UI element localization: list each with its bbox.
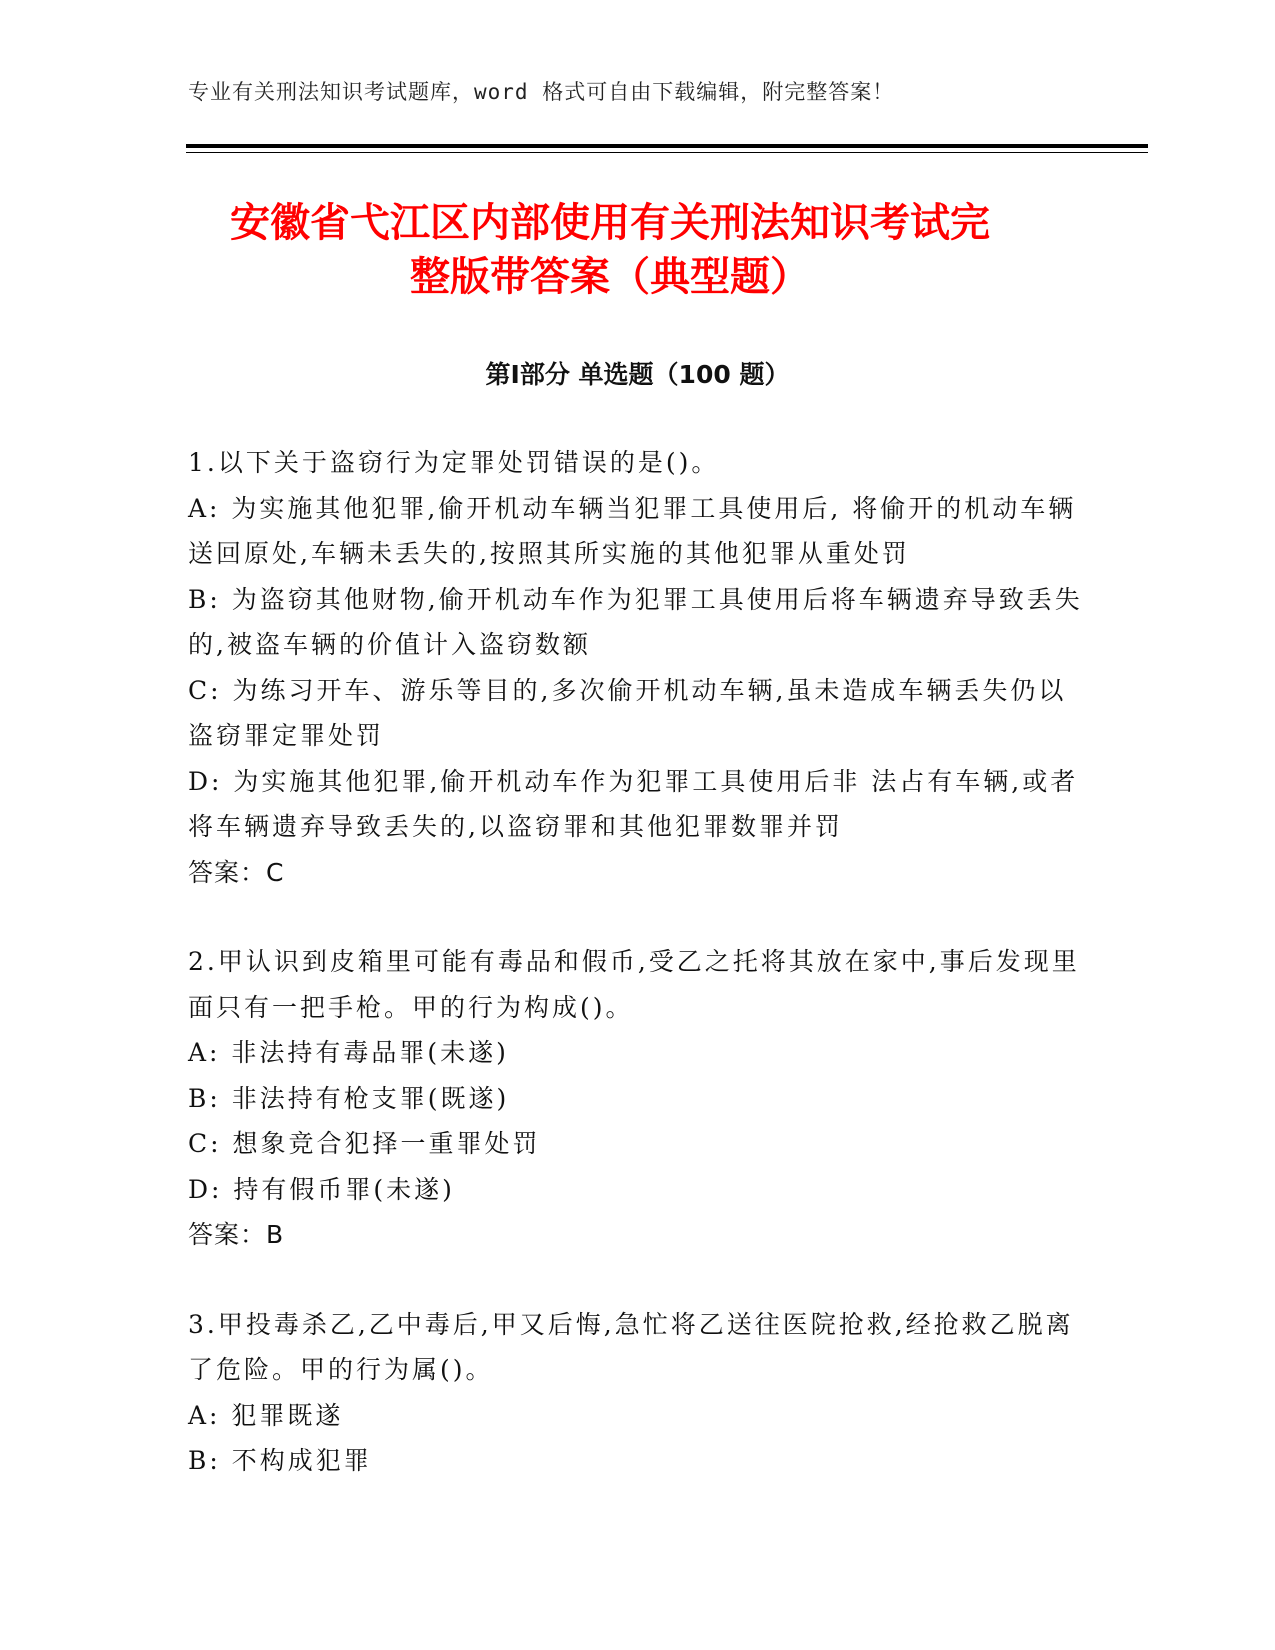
header-rule-thick: [186, 144, 1148, 148]
question-stem: 2.甲认识到皮箱里可能有毒品和假币,受乙之托将其放在家中,事后发现里面只有一把手枪。甲的行为构成()。: [188, 947, 1080, 1022]
question-2: [188, 939, 1088, 1258]
question-list: [188, 440, 1088, 1528]
option-a: A: 为实施其他犯罪,偷开机动车辆当犯罪工具使用后, 将偷开的机动车辆送回原处,车辆未丢失的,按照其所实施的其他犯罪从重处罚: [188, 493, 1077, 568]
option-a: A: 非法持有毒品罪(未遂): [188, 1038, 509, 1067]
option-a: A: 犯罪既遂: [188, 1400, 344, 1430]
title-line-2: 整版带答案（典型题）: [410, 254, 810, 300]
option-c: C: 为练习开车、游乐等目的,多次偷开机动车辆,虽未造成车辆丢失仍以盗窃罪定罪处罚: [188, 675, 1067, 750]
header-rule-thin: [186, 152, 1148, 153]
question-stem: 3.甲投毒杀乙,乙中毒后,甲又后悔,急忙将乙送往医院抢救,经抢救乙脱离了危险。甲的行为属()。: [188, 1309, 1074, 1384]
answer: 答案：C: [188, 857, 285, 887]
option-b: B: 为盗窃其他财物,偷开机动车作为犯罪工具使用后将车辆遗弃导致丢失的,被盗车辆的价值计入盗窃数额: [188, 584, 1083, 659]
title-line-1: 安徽省弋江区内部使用有关刑法知识考试完: [230, 200, 990, 246]
document-title: [160, 196, 1060, 304]
section-title: 第Ⅰ部分 单选题（100 题）: [485, 360, 790, 389]
question-stem: 1.以下关于盗窃行为定罪处罚错误的是()。: [188, 448, 720, 477]
option-c: C: 想象竞合犯择一重罪处罚: [188, 1129, 541, 1158]
option-d: D: 持有假币罪(未遂): [188, 1174, 455, 1204]
question-3: [188, 1302, 1088, 1484]
option-d: D: 为实施其他犯罪,偷开机动车作为犯罪工具使用后非 法占有车辆,或者将车辆遗弃导致丢失的,以盗窃罪和其他犯罪数罪并罚: [188, 766, 1079, 841]
header-note: 专业有关刑法知识考试题库，word 格式可自由下载编辑，附完整答案！: [188, 80, 895, 104]
answer: 答案：B: [188, 1220, 285, 1249]
option-b: B: 不构成犯罪: [188, 1446, 372, 1475]
question-1: [188, 440, 1088, 895]
option-b: B: 非法持有枪支罪(既遂): [188, 1083, 510, 1113]
